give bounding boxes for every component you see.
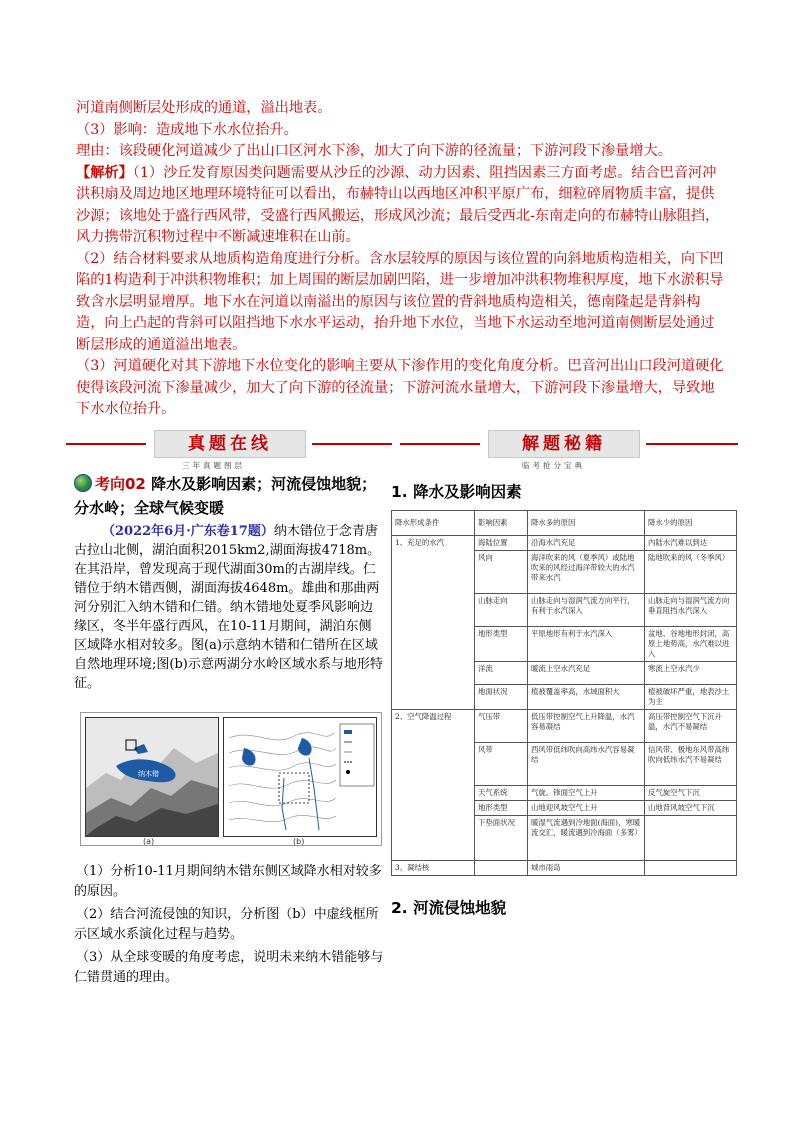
table-header: 影响因素 xyxy=(475,511,528,536)
question-1: （1）分析10-11月期间纳木错东侧区域降水相对较多的原因。 xyxy=(74,864,382,899)
analysis-paragraph-2: （2）结合材料要求从地质构造角度进行分析。含水层较厚的原因与该位置的向斜地质构造相关，向下凹陷的1构造利于冲洪积物堆积；加上周围的断层加剧凹陷，进一步增加冲洪积物堆积厚度，地下水淤积导致含水层明显增厚。地下水在河道以南溢出的原因与该位置的背斜地质构造相关，德南隆起是背斜构造，向上凸起的背斜可以阻挡地下水水平运动，抬升地下水位，当地下水运动至地河道南侧断层处通过断层形成的通道溢出地表。 xyxy=(76,250,724,353)
topic-heading xyxy=(74,472,384,520)
table-cell: 城市雨岛 xyxy=(528,861,645,876)
question-list xyxy=(74,862,384,991)
banner-title-zhenti: 真题在线 xyxy=(154,430,306,458)
table-cell: 山脉走向与湿润气流方向平行，有利于水汽深入 xyxy=(528,594,645,627)
question-text: 纳木错位于念青唐古拉山北侧，湖泊面积2015km2,湖面海拔4718m。在其沿岸，曾发现高于现代湖面30m的古湖岸线。仁错位于纳木错西侧，湖面海拔4648m。雄曲和那曲两河分别汇入纳木错和仁错。纳木错地处夏季风影响边缘区，冬半年盛行西风，在10-11月期间，湖泊东侧区域降水相对较多。图(a)示意纳木错和仁错所在区域自然地理环境;图(b)示意两湖分水岭区域水系与地形特征。 xyxy=(74,524,383,691)
analysis-paragraph-3: （3）河道硬化对其下游地下水位变化的影响主要从下渗作用的变化角度分析。巴音河出山口段河道硬化使得该段河流下渗量减少，加大了向下游的径流量；下游河流水量增大，下游河段下渗量增大，导致地下水水位抬升。 xyxy=(76,358,724,417)
table-cell: 植被破坏严重，地表沙土为主 xyxy=(645,685,737,710)
table-cell: 洋流 xyxy=(475,662,528,685)
map-label-namco: 纳木错 xyxy=(138,770,159,778)
table-cell: 海洋吹来的风（夏季风）或陆地吹来的风经过海洋带较大的水汽带来水汽 xyxy=(528,551,645,594)
question-3: （3）从全球变暖的角度考虑，说明未来纳木错能够与仁错贯通的理由。 xyxy=(74,950,384,985)
banner-line-left xyxy=(66,443,146,445)
table-cell-condition: 2、空气降温过程 xyxy=(392,710,475,861)
table-cell: 地形类型 xyxy=(475,801,528,816)
table-cell: 盆地、谷地地形封闭，高原上地势高，水汽难以进入 xyxy=(645,627,737,662)
table-cell: 海陆位置 xyxy=(475,536,528,551)
question-figure xyxy=(80,712,382,846)
question-source: （2022年6月·广东卷17题） xyxy=(102,524,274,539)
table-cell: 风带 xyxy=(475,743,528,786)
table-cell: 低压带控制空气上升降温，水汽容易凝结 xyxy=(528,710,645,743)
table-cell: 气旋、锋面空气上升 xyxy=(528,786,645,801)
answer-line-1: 河道南侧断层处形成的通道，溢出地表。 xyxy=(76,100,332,116)
table-cell: 下垫面状况 xyxy=(475,816,528,861)
figure-b-caption: (b) xyxy=(293,837,305,846)
right-column xyxy=(391,480,736,502)
left-column xyxy=(74,472,384,693)
banner-zhenti xyxy=(66,430,396,470)
table-cell: 平原地形有利于水汽深入 xyxy=(528,627,645,662)
table-row xyxy=(392,710,737,743)
table-cell-condition: 3、凝结核 xyxy=(392,861,475,876)
table-cell: 气压带 xyxy=(475,710,528,743)
globe-icon xyxy=(74,474,92,492)
topic-title: 降水及影响因素；河流侵蚀地貌；分水岭；全球气候变暖 xyxy=(74,475,377,517)
table-cell: 陆地吹来的风（冬季风） xyxy=(645,551,737,594)
table-header: 降水多的原因 xyxy=(528,511,645,536)
table-cell: 地形类型 xyxy=(475,627,528,662)
table-cell: 天气系统 xyxy=(475,786,528,801)
table-cell: 信风带、极地东风带高纬吹向低纬水汽不易凝结 xyxy=(645,743,737,786)
precipitation-table xyxy=(391,510,737,876)
question-2: （2）结合河流侵蚀的知识，分析图（b）中虚线框所示区域水系演化过程与趋势。 xyxy=(74,907,379,942)
banner-line-right xyxy=(646,443,738,445)
section-heading-1: 1. 降水及影响因素 xyxy=(391,483,522,501)
drainage-map-image xyxy=(224,718,376,836)
table-cell: 寒流上空水汽少 xyxy=(645,662,737,685)
table-cell-condition: 1、充足的水汽 xyxy=(392,536,475,710)
answer-analysis-block xyxy=(76,98,726,421)
banner-line-right xyxy=(312,443,392,445)
banner-line-left xyxy=(400,443,480,445)
table-cell: 山地背风坡空气下沉 xyxy=(645,801,737,816)
terrain-map-image xyxy=(86,718,218,836)
topic-tag: 考向02 xyxy=(95,475,146,493)
analysis-text-1: （1）沙丘发育原因类问题需要从沙丘的沙源、动力因素、阻挡因素三方面考虑。结合巴音河冲洪积扇及周边地区地理环境特征可以看出，布赫特山以西地区冲积平原广布，细粒碎屑物质丰富，提供沙源；该地处于盛行西风带，受盛行西风搬运，形成风沙流；最后受西北-东南走向的布赫特山脉阻挡，风力携带沉积物过程中不断减速堆积在山前。 xyxy=(76,164,720,245)
table-cell: 山地迎风坡空气上升 xyxy=(528,801,645,816)
banner-jieti xyxy=(400,430,738,470)
figure-a-map xyxy=(85,717,219,837)
table-cell: 沿海水汽充足 xyxy=(528,536,645,551)
table-cell: 西风带低纬吹向高纬水汽容易凝结 xyxy=(528,743,645,786)
table-header: 降水形成条件 xyxy=(392,511,475,536)
question-stem xyxy=(74,522,384,693)
table-cell: 植被覆盖率高，水域面积大 xyxy=(528,685,645,710)
table-row xyxy=(392,861,737,876)
figure-b-map xyxy=(223,717,377,837)
table-cell: 山脉走向与湿润气流方向垂直阻挡水汽深入 xyxy=(645,594,737,627)
banner-title-jieti: 解题秘籍 xyxy=(488,430,640,458)
table-cell xyxy=(475,861,528,876)
table-cell: 反气旋空气下沉 xyxy=(645,786,737,801)
table-cell: 地面状况 xyxy=(475,685,528,710)
table-cell xyxy=(645,816,737,861)
table-header: 降水少的原因 xyxy=(645,511,737,536)
table-cell: 暖流上空水汽充足 xyxy=(528,662,645,685)
banner-sub-jieti: 临考抢分宝典 xyxy=(522,461,585,470)
answer-line-2: （3）影响：造成地下水水位抬升。 xyxy=(76,121,298,138)
answer-line-3: 理由：该段硬化河道减少了出山口区河水下渗，加大了向下游的径流量；下游河段下渗量增大。 xyxy=(76,143,672,159)
table-cell: 高压带控制空气下沉升温，水汽不易凝结 xyxy=(645,710,737,743)
table-cell xyxy=(645,861,737,876)
section-heading-2: 2. 河流侵蚀地貌 xyxy=(391,899,507,917)
analysis-label: 【解析】 xyxy=(76,164,133,181)
figure-a-caption: (a) xyxy=(143,837,155,846)
table-header-row xyxy=(392,511,737,536)
table-cell: 风向 xyxy=(475,551,528,594)
table-cell: 山脉走向 xyxy=(475,594,528,627)
table-cell: 暖湿气流遇到冷地面(海面)，寒暖流交汇，暖流遇到冷海面（多雾） xyxy=(528,816,645,861)
table-cell: 内陆水汽难以到达 xyxy=(645,536,737,551)
banner-sub-zhenti: 三年真题图层 xyxy=(182,461,245,470)
table-row xyxy=(392,536,737,551)
analysis-paragraph-1 xyxy=(76,163,726,249)
